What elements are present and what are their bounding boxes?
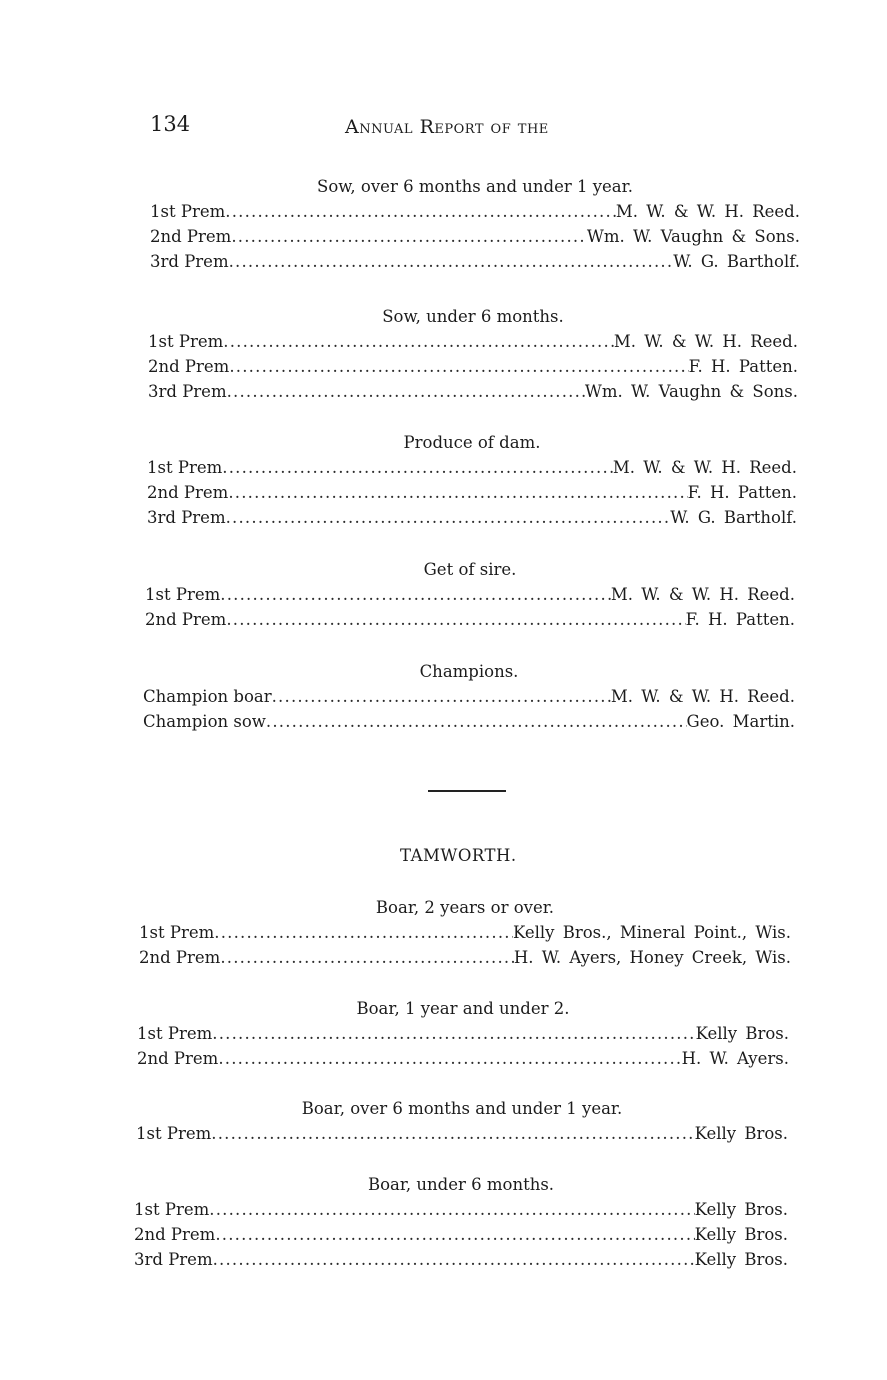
award-row (150, 199, 800, 224)
award-winner: M. W. & W. H. Reed. (615, 202, 800, 221)
award-label: 1st Prem (136, 1124, 212, 1143)
leader-dots (218, 1046, 681, 1071)
leader-dots (211, 1121, 694, 1146)
leader-dots (213, 1247, 695, 1272)
award-label: Champion boar (143, 687, 272, 706)
section-title: Champions. (419, 662, 519, 681)
leader-dots (266, 709, 687, 734)
award-label: 2nd Prem (148, 357, 230, 376)
award-row (134, 1222, 788, 1247)
award-winner: W. G. Bartholf. (673, 252, 800, 271)
running-head: Annual Report of the (345, 116, 549, 138)
leader-dots (220, 582, 611, 607)
award-winner: Kelly Bros. (694, 1225, 788, 1244)
award-winner: Kelly Bros., Mineral Point., Wis. (512, 923, 791, 942)
section-title: Boar, 1 year and under 2. (356, 999, 570, 1018)
award-label: 3rd Prem (150, 252, 229, 271)
award-label: 1st Prem (137, 1024, 213, 1043)
award-winner: M. W. & W. H. Reed. (613, 332, 798, 351)
award-winner: Wm. W. Vaughn & Sons. (584, 382, 798, 401)
award-winner: Kelly Bros. (694, 1200, 788, 1219)
section-title: Get of sire. (423, 560, 517, 579)
leader-dots (220, 945, 514, 970)
page-number: 134 (150, 112, 191, 136)
award-label: 2nd Prem (139, 948, 221, 967)
award-winner: M. W. & W. H. Reed. (610, 585, 795, 604)
leader-dots (214, 920, 513, 945)
award-label: 2nd Prem (137, 1049, 219, 1068)
award-row (148, 329, 798, 354)
award-winner: F. H. Patten. (687, 483, 797, 502)
breed-heading: TAMWORTH. (400, 846, 517, 865)
award-row (150, 224, 800, 249)
award-row (139, 945, 791, 970)
award-winner: M. W. & W. H. Reed. (612, 458, 797, 477)
award-section (148, 305, 798, 404)
award-winner: Geo. Martin. (686, 712, 795, 731)
award-row (147, 505, 797, 530)
leader-dots (225, 199, 616, 224)
award-row (147, 480, 797, 505)
section-title: Boar, over 6 months and under 1 year. (301, 1099, 623, 1118)
award-row (148, 354, 798, 379)
award-winner: Wm. W. Vaughn & Sons. (586, 227, 800, 246)
award-winner: F. H. Patten. (685, 610, 795, 629)
award-label: 1st Prem (139, 923, 215, 942)
award-label: 3rd Prem (148, 382, 227, 401)
award-label: 2nd Prem (150, 227, 232, 246)
award-row (137, 1021, 789, 1046)
page-header (150, 112, 810, 142)
award-section (137, 997, 789, 1071)
award-label: 1st Prem (150, 202, 226, 221)
award-row (150, 249, 800, 274)
award-label: 3rd Prem (147, 508, 226, 527)
leader-dots (226, 607, 685, 632)
award-label: 2nd Prem (134, 1225, 216, 1244)
leader-dots (223, 329, 614, 354)
leader-dots (272, 684, 611, 709)
award-row (139, 920, 791, 945)
award-winner: Kelly Bros. (694, 1250, 788, 1269)
section-title: Boar, under 6 months. (367, 1175, 555, 1194)
leader-dots (229, 249, 674, 274)
section-title: Boar, 2 years or over. (375, 898, 555, 917)
section-title: Sow, under 6 months. (382, 307, 564, 326)
award-row (134, 1247, 788, 1272)
award-label: 1st Prem (147, 458, 223, 477)
award-label: 1st Prem (134, 1200, 210, 1219)
section-divider (428, 790, 506, 792)
leader-dots (209, 1197, 694, 1222)
award-label: 2nd Prem (145, 610, 227, 629)
award-row (137, 1046, 789, 1071)
award-row (145, 582, 795, 607)
award-section (143, 660, 795, 734)
award-winner: Kelly Bros. (695, 1024, 789, 1043)
award-row (145, 607, 795, 632)
award-section (134, 1173, 788, 1272)
award-row (134, 1197, 788, 1222)
section-title: Produce of dam. (403, 433, 541, 452)
section-title: Sow, over 6 months and under 1 year. (317, 177, 633, 196)
award-label: 3rd Prem (134, 1250, 213, 1269)
award-winner: M. W. & W. H. Reed. (610, 687, 795, 706)
award-section (150, 175, 800, 274)
leader-dots (227, 379, 585, 404)
award-row (148, 379, 798, 404)
award-section (139, 896, 791, 970)
award-label: Champion sow (143, 712, 266, 731)
leader-dots (228, 480, 687, 505)
award-row (143, 684, 795, 709)
award-row (136, 1121, 788, 1146)
award-winner: W. G. Bartholf. (670, 508, 797, 527)
award-row (143, 709, 795, 734)
award-section (145, 558, 795, 632)
award-winner: H. W. Ayers, Honey Creek, Wis. (513, 948, 791, 967)
leader-dots (212, 1021, 695, 1046)
award-winner: F. H. Patten. (688, 357, 798, 376)
award-label: 1st Prem (145, 585, 221, 604)
leader-dots (226, 505, 671, 530)
leader-dots (229, 354, 688, 379)
award-section (147, 431, 797, 530)
leader-dots (231, 224, 587, 249)
leader-dots (215, 1222, 694, 1247)
award-winner: Kelly Bros. (694, 1124, 788, 1143)
award-section (136, 1097, 788, 1146)
award-winner: H. W. Ayers. (681, 1049, 789, 1068)
award-label: 2nd Prem (147, 483, 229, 502)
award-label: 1st Prem (148, 332, 224, 351)
leader-dots (222, 455, 613, 480)
award-row (147, 455, 797, 480)
